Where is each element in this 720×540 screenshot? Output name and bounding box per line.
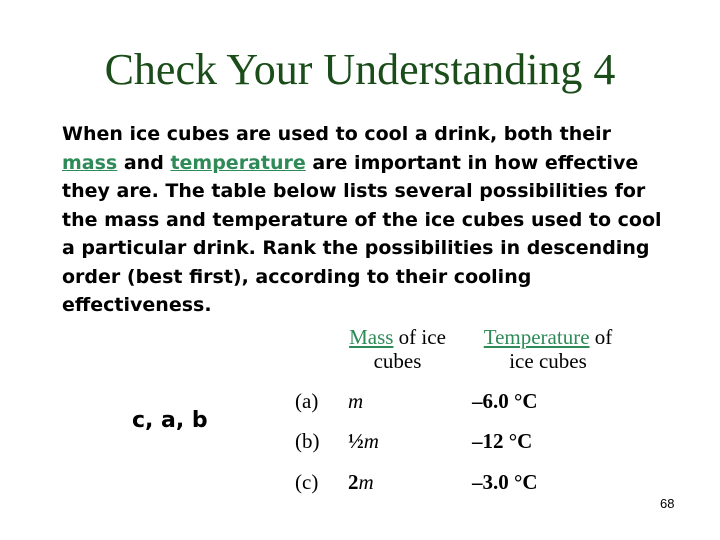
mass-link[interactable]: mass bbox=[62, 151, 118, 174]
table-header-temperature bbox=[458, 325, 638, 373]
mass-variable: m bbox=[363, 429, 379, 453]
question-text-part3: are important in how effective they are. The table below lists several possibilities for the mass and temperature of the ice cubes used to cool a particular drink. Rank the possibilities in descending order (best first), according to their cooling effectiveness. bbox=[62, 151, 662, 316]
header-mass-line2: cubes bbox=[373, 349, 422, 373]
table-row-temperature: –3.0 °C bbox=[472, 470, 538, 494]
table-row-mass bbox=[348, 428, 379, 454]
table-row-label: (b) bbox=[295, 429, 320, 453]
header-temperature-rest: of bbox=[589, 325, 613, 349]
header-temperature-line2: ice cubes bbox=[509, 349, 587, 373]
table-row-temperature: –12 °C bbox=[472, 429, 533, 453]
answer-text: c, a, b bbox=[132, 408, 208, 433]
mass-prefix: 2 bbox=[348, 470, 359, 494]
table-row-mass bbox=[348, 469, 374, 495]
header-mass-rest: of ice bbox=[393, 325, 446, 349]
mass-variable: m bbox=[348, 389, 364, 413]
mass-prefix: ½ bbox=[348, 429, 364, 453]
table-row-temperature: –6.0 °C bbox=[472, 389, 538, 413]
question-text bbox=[62, 120, 662, 320]
question-text-part1: When ice cubes are used to cool a drink, both their bbox=[62, 123, 612, 145]
mass-variable: m bbox=[358, 470, 374, 494]
page-number: 68 bbox=[660, 496, 675, 511]
table-row-label: (a) bbox=[295, 389, 319, 413]
table-row-mass bbox=[348, 388, 363, 414]
slide-title: Check Your Understanding 4 bbox=[104, 45, 616, 94]
table-header-mass bbox=[330, 325, 465, 373]
header-mass-link[interactable]: Mass bbox=[349, 325, 394, 349]
question-text-part2: and bbox=[117, 151, 171, 174]
header-temperature-link[interactable]: Temperature bbox=[483, 325, 590, 349]
temperature-link[interactable]: temperature bbox=[170, 151, 306, 174]
table-row-label: (c) bbox=[295, 470, 319, 494]
